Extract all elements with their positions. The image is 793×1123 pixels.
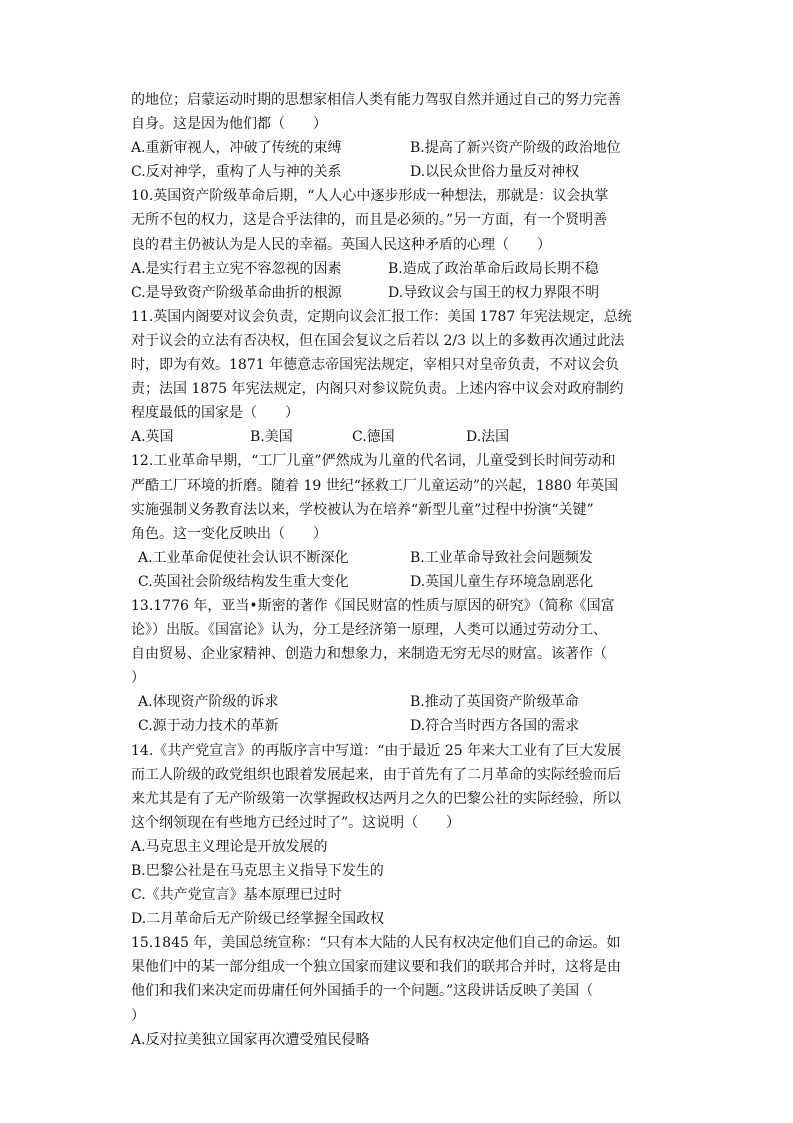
exam-page (131, 88, 676, 1052)
q12-stem-line: 实施强制义务教育法以来，学校被认为在培养“新型儿童”过程中扮演“关键” (131, 501, 594, 518)
q10-stem-line: 良的君主仍被认为是人民的幸福。英国人民这种矛盾的心理（ ） (131, 236, 551, 253)
q12-option-b: B.工业革命导致社会问题频发 (410, 549, 593, 566)
q14-stem-line: 这个纲领现在有些地方已经过时了”。这说明（ ） (131, 814, 461, 831)
q10-option-d: D.导致议会与国王的权力界限不明 (388, 284, 600, 301)
q12-stem-line: 严酷工厂环境的折磨。随着 19 世纪“拯救工厂儿童运动”的兴起，1880 年英国 (131, 477, 619, 494)
q15-stem-line: ） (131, 1007, 145, 1024)
q12-option-row (131, 570, 676, 594)
q15-option-a: A.反对拉美独立国家再次遭受殖民侵略 (131, 1031, 370, 1048)
q13-option-c: C.源于动力技术的革新 (138, 718, 279, 735)
q9-option-row (131, 136, 676, 160)
q12-option-a: A.工业革命促使社会认识不断深化 (138, 549, 349, 566)
q9-option-a: A.重新审视人，冲破了传统的束缚 (131, 140, 342, 157)
q12-option-row (131, 546, 676, 570)
q10-option-row (131, 281, 676, 305)
q13-option-row (131, 714, 676, 738)
q13-stem-line: 论》）出版。《国富论》认为，分工是经济第一原理，人类可以通过劳动分工、 (131, 622, 607, 639)
q13-stem-line: 自由贸易、企业家精神、创造力和想象力，来制造无穷无尽的财富。该著作（ (131, 646, 607, 663)
q13-option-row (131, 690, 676, 714)
q13-stem-line: ） (131, 670, 145, 687)
q11-stem-line: 对于议会的立法有否决权，但在国会复议之后若以 2/3 以上的多数再次通过此法 (131, 332, 625, 349)
q10-option-a: A.是实行君主立宪不容忽视的因素 (131, 260, 342, 277)
q11-option-c: C.德国 (352, 429, 395, 446)
q12-option-d: D.英国儿童生存环境急剧恶化 (410, 573, 594, 590)
q10-stem-line: 10.英国资产阶级革命后期，“人人心中逐步形成一种想法，那就是：议会执掌 (131, 188, 609, 205)
q13-option-a: A.体现资产阶级的诉求 (138, 694, 279, 711)
q12-stem-line: 12.工业革命早期，“工厂儿童”俨然成为儿童的代名词，儿童受到长时间劳动和 (131, 453, 616, 470)
q11-stem-line: 程度最低的国家是（ ） (131, 405, 299, 422)
q10-option-b: B.造成了政治革命后政局长期不稳 (388, 260, 599, 277)
q14-stem-line: 14.《共产党宣言》的再版序言中写道：“由于最近 25 年来大工业有了巨大发展 (131, 742, 622, 759)
q11-stem-line: 责；法国 1875 年宪法规定，内阁只对参议院负责。上述内容中议会对政府制约 (131, 381, 624, 398)
q9-option-row (131, 160, 676, 184)
q11-stem-line: 11.英国内阁要对议会负责，定期向议会汇报工作：美国 1787 年宪法规定，总统 (131, 308, 632, 325)
q9-stem-line: 自身。这是因为他们都（ ） (131, 116, 327, 133)
q10-option-row (131, 257, 676, 281)
q15-stem-line: 他们和我们来决定而毋庸任何外国插手的一个问题。”这段讲话反映了美国（ (131, 983, 594, 1000)
q11-option-d: D.法国 (466, 429, 510, 446)
q13-option-d: D.符合当时西方各国的需求 (410, 718, 580, 735)
q14-option-d: D.二月革命后无产阶级已经掌握全国政权 (131, 911, 385, 928)
q15-stem-line: 15.1845 年，美国总统宣称：“只有本大陆的人民有权决定他们自己的命运。如 (131, 935, 621, 952)
q14-option-c: C.《共产党宣言》基本原理已过时 (131, 887, 342, 904)
q12-option-c: C.英国社会阶级结构发生重大变化 (138, 573, 349, 590)
q10-stem-line: 无所不包的权力，这是合乎法律的，而且是必须的。”另一方面，有一个贤明善 (131, 212, 608, 229)
q9-option-b: B.提高了新兴资产阶级的政治地位 (410, 140, 621, 157)
q15-stem-line: 果他们中的某一部分组成一个独立国家而建议要和我们的联邦合并时，这将是由 (131, 959, 621, 976)
q10-option-c: C.是导致资产阶级革命曲折的根源 (131, 284, 342, 301)
q14-stem-line: 而工人阶级的政党组织也跟着发展起来，由于首先有了二月革命的实际经验而后 (131, 766, 621, 783)
q14-option-b: B.巴黎公社是在马克思主义指导下发生的 (131, 863, 384, 879)
q9-option-d: D.以民众世俗力量反对神权 (410, 164, 580, 181)
q11-stem-line: 时，即为有效。1871 年德意志帝国宪法规定，宰相只对皇帝负责，不对议会负 (131, 357, 620, 374)
q13-stem-line: 13.1776 年，亚当•斯密的著作《国民财富的性质与原因的研究》（简称《国富 (131, 597, 615, 614)
q11-option-b: B.美国 (250, 429, 293, 446)
q11-option-row (131, 425, 676, 449)
q14-option-a: A.马克思主义理论是开放发展的 (131, 838, 328, 855)
q13-option-b: B.推动了英国资产阶级革命 (410, 694, 579, 711)
q14-stem-line: 来尤其是有了无产阶级第一次掌握政权达两月之久的巴黎公社的实际经验，所以 (131, 790, 621, 807)
q12-stem-line: 角色。这一变化反映出（ ） (131, 525, 327, 542)
q9-option-c: C.反对神学，重构了人与神的关系 (131, 164, 342, 181)
q11-option-a: A.英国 (131, 429, 174, 446)
q9-stem-line: 的地位；启蒙运动时期的思想家相信人类有能力驾驭自然并通过自己的努力完善 (131, 92, 621, 108)
